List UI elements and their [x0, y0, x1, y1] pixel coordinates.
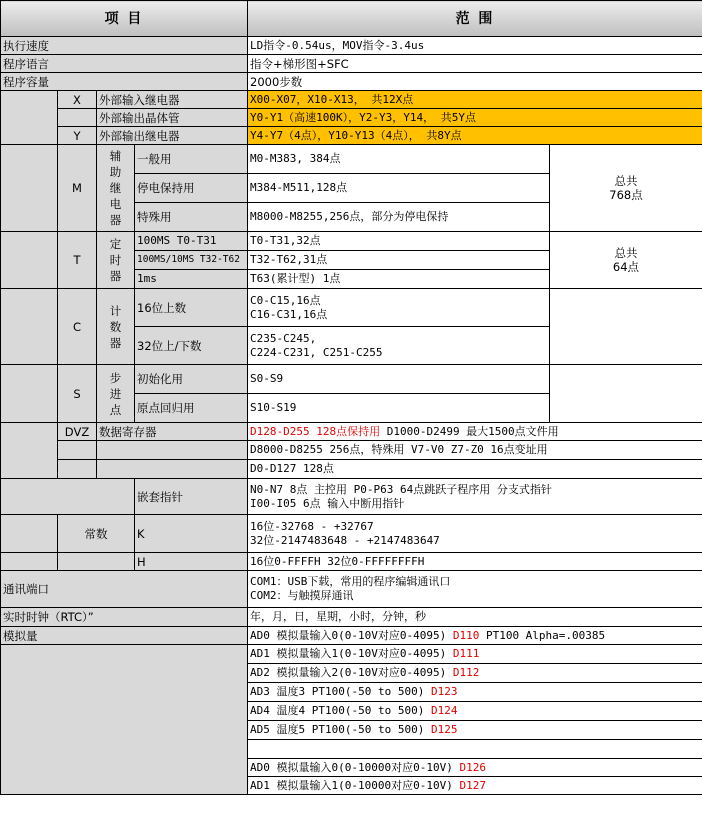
d-blank-4 — [58, 460, 97, 479]
rtc-label: 实时时钟（RTC）” — [1, 608, 248, 627]
capacity-label: 程序容量 — [1, 73, 248, 91]
m-value-2: M8000-M8255,256点，部分为停电保持 — [248, 203, 550, 232]
p-value-1: N0-N7 8点 主控用 P0-P63 64点跳跃子程序用 分支式指针 — [250, 482, 552, 496]
d-value-2: D8000-D8255 256点，特殊用 V7-V0 Z7-Z0 16点变址用 — [248, 441, 702, 460]
d-label: 数据寄存器 — [97, 423, 248, 441]
y2-value: Y4-Y7（4点），Y10-Y13（4点）， 共8Y点 — [248, 127, 702, 145]
m-group — [97, 145, 135, 232]
x-code: X — [58, 91, 97, 109]
header-range: 范 围 — [248, 1, 702, 37]
c-value-0 — [248, 289, 550, 327]
analog-row-5 — [248, 721, 702, 740]
analog-row-2-text: AD2 模拟量输入2(0-10V对应0-4095) — [250, 666, 453, 679]
k-value — [248, 515, 702, 553]
t-blank — [1, 232, 58, 289]
c-blank-right — [550, 289, 702, 365]
y1-value: Y0-Y1（高速100K），Y2-Y3，Y14， 共5Y点 — [248, 109, 702, 127]
analog-row-4-text: AD4 温度4 PT100(-50 to 500) — [250, 704, 431, 717]
t-code: T — [58, 232, 97, 289]
analog-row-5-reg: D125 — [430, 723, 458, 736]
y-code: Y — [58, 127, 97, 145]
c-value-0-line1: C0-C15,16点 — [250, 293, 321, 307]
h-blank-2 — [58, 553, 135, 571]
t-value-2: T63(累计型) 1点 — [248, 270, 550, 289]
s-value-0: S0-S9 — [248, 365, 550, 394]
k-blank — [1, 515, 58, 553]
t-total-1: 总共 — [614, 246, 638, 260]
m-total-1: 总共 — [614, 174, 638, 188]
analog-row-2-reg: D112 — [452, 666, 480, 679]
s-blank — [1, 365, 58, 423]
analog-row-5-text: AD5 温度5 PT100(-50 to 500) — [250, 723, 431, 736]
io-blank — [1, 91, 58, 145]
t-group-text: 定时器 — [109, 237, 122, 283]
s-code: S — [58, 365, 97, 423]
analog-row-4 — [248, 702, 702, 721]
k-value-1: 16位-32768 - +32767 — [250, 519, 374, 533]
t-value-0: T0-T31,32点 — [248, 232, 550, 251]
m-group-text: 辅助继电器 — [109, 149, 122, 227]
m-label-2: 特殊用 — [135, 203, 248, 232]
m-total — [550, 145, 702, 232]
y1-label: 外部输出晶体管 — [97, 109, 248, 127]
m-total-2: 768点 — [609, 188, 643, 202]
analog2-row-0 — [248, 759, 702, 777]
h-blank — [1, 553, 58, 571]
s-label-0: 初始化用 — [135, 365, 248, 394]
analog-row-1-text: AD1 模拟量输入1(0-10V对应0-4095) — [250, 647, 453, 660]
c-group-text: 计数器 — [109, 303, 122, 350]
c-value-1 — [248, 327, 550, 365]
x-value: X00-X07，X10-X13， 共12X点 — [248, 91, 702, 109]
t-value-1: T32-T62,31点 — [248, 251, 550, 270]
p-value-2: I00-I05 6点 输入中断用指针 — [250, 496, 405, 510]
m-code: M — [58, 145, 97, 232]
analog-row-2 — [248, 664, 702, 683]
analog-row-4-reg: D124 — [430, 704, 458, 717]
d-value-1-rest: D1000-D2499 最大1500点文件用 — [380, 424, 559, 438]
analog-row-0 — [248, 627, 702, 645]
analog-label: 模拟量 — [1, 627, 248, 645]
t-label-0: 100MS T0-T31 — [135, 232, 248, 251]
t-label-1: 100MS/10MS T32-T62 — [135, 251, 248, 270]
d-code: DVZ — [58, 423, 97, 441]
analog2-row-1-reg: D127 — [459, 778, 486, 792]
t-total-2: 64点 — [612, 260, 640, 274]
k-group: 常数 — [58, 515, 135, 553]
comm-value — [248, 571, 702, 608]
c-label-0: 16位上数 — [135, 289, 248, 327]
m-blank — [1, 145, 58, 232]
analog-row-3 — [248, 683, 702, 702]
m-label-1: 停电保持用 — [135, 174, 248, 203]
analog-row-0-extra: PT100 Alpha=.00385 — [479, 628, 606, 642]
speed-label: 执行速度 — [1, 37, 248, 55]
d-blank-3 — [97, 441, 248, 460]
k-code: K — [135, 515, 248, 553]
m-value-1: M384-M511,128点 — [248, 174, 550, 203]
analog-blank — [1, 645, 248, 795]
c-value-0-line2: C16-C31,16点 — [250, 307, 328, 321]
s-group — [97, 365, 135, 423]
s-label-1: 原点回归用 — [135, 394, 248, 423]
t-total — [550, 232, 702, 289]
c-blank — [1, 289, 58, 365]
m-value-0: M0-M383, 384点 — [248, 145, 550, 174]
d-value-3: D0-D127 128点 — [248, 460, 702, 479]
h-value: 16位0-FFFFH 32位0-FFFFFFFFH — [248, 553, 702, 571]
d-blank — [1, 423, 58, 479]
t-group — [97, 232, 135, 289]
s-group-text: 步进点 — [109, 370, 122, 417]
m-label-0: 一般用 — [135, 145, 248, 174]
lang-value: 指令+梯形图+SFC — [248, 55, 702, 73]
p-blank — [1, 479, 135, 515]
comm-label: 通讯端口 — [1, 571, 248, 608]
analog2-row-1 — [248, 777, 702, 795]
t-label-2: 1ms — [135, 270, 248, 289]
speed-value: LD指令-0.54us，MOV指令-3.4us — [248, 37, 702, 55]
header-item: 项 目 — [1, 1, 248, 37]
analog-row-1-reg: D111 — [452, 647, 480, 660]
analog-empty-row — [248, 740, 702, 759]
s-value-1: S10-S19 — [248, 394, 550, 423]
d-blank-2 — [58, 441, 97, 460]
p-value — [248, 479, 702, 515]
lang-label: 程序语言 — [1, 55, 248, 73]
analog2-row-0-reg: D126 — [459, 760, 486, 774]
c-code: C — [58, 289, 97, 365]
d-value-1-red: D128-D255 128点保持用 — [250, 424, 381, 438]
y2-label: 外部输出继电器 — [97, 127, 248, 145]
c-group — [97, 289, 135, 365]
analog-row-0-reg: D110 — [452, 628, 480, 642]
d-value-1 — [248, 423, 702, 441]
c-value-1-line2: C224-C231, C251-C255 — [250, 345, 383, 359]
analog-row-0-text: AD0 模拟量输入0(0-10V对应0-4095) — [250, 628, 453, 642]
comm-value-2: COM2：与触摸屏通讯 — [250, 589, 354, 602]
analog2-row-1-text: AD1 模拟量输入1(0-10000对应0-10V) — [250, 778, 460, 792]
k-value-2: 32位-2147483648 - +2147483647 — [250, 533, 440, 547]
x-label: 外部输入继电器 — [97, 91, 248, 109]
c-value-1-line1: C235-C245, — [250, 331, 317, 345]
analog2-row-0-text: AD0 模拟量输入0(0-10000对应0-10V) — [250, 760, 460, 774]
h-code: H — [135, 553, 248, 571]
comm-value-1: COM1：USB下载，常用的程序编辑通讯口 — [250, 575, 451, 588]
p-label: 嵌套指针 — [135, 479, 248, 515]
analog-row-3-reg: D123 — [430, 685, 458, 698]
analog-row-3-text: AD3 温度3 PT100(-50 to 500) — [250, 685, 431, 698]
analog-row-1 — [248, 645, 702, 664]
s-blank-right — [550, 365, 702, 423]
c-label-1: 32位上/下数 — [135, 327, 248, 365]
rtc-value: 年，月，日，星期，小时，分钟，秒 — [248, 608, 702, 627]
d-blank-5 — [97, 460, 248, 479]
capacity-value: 2000步数 — [248, 73, 702, 91]
y-blank — [58, 109, 97, 127]
